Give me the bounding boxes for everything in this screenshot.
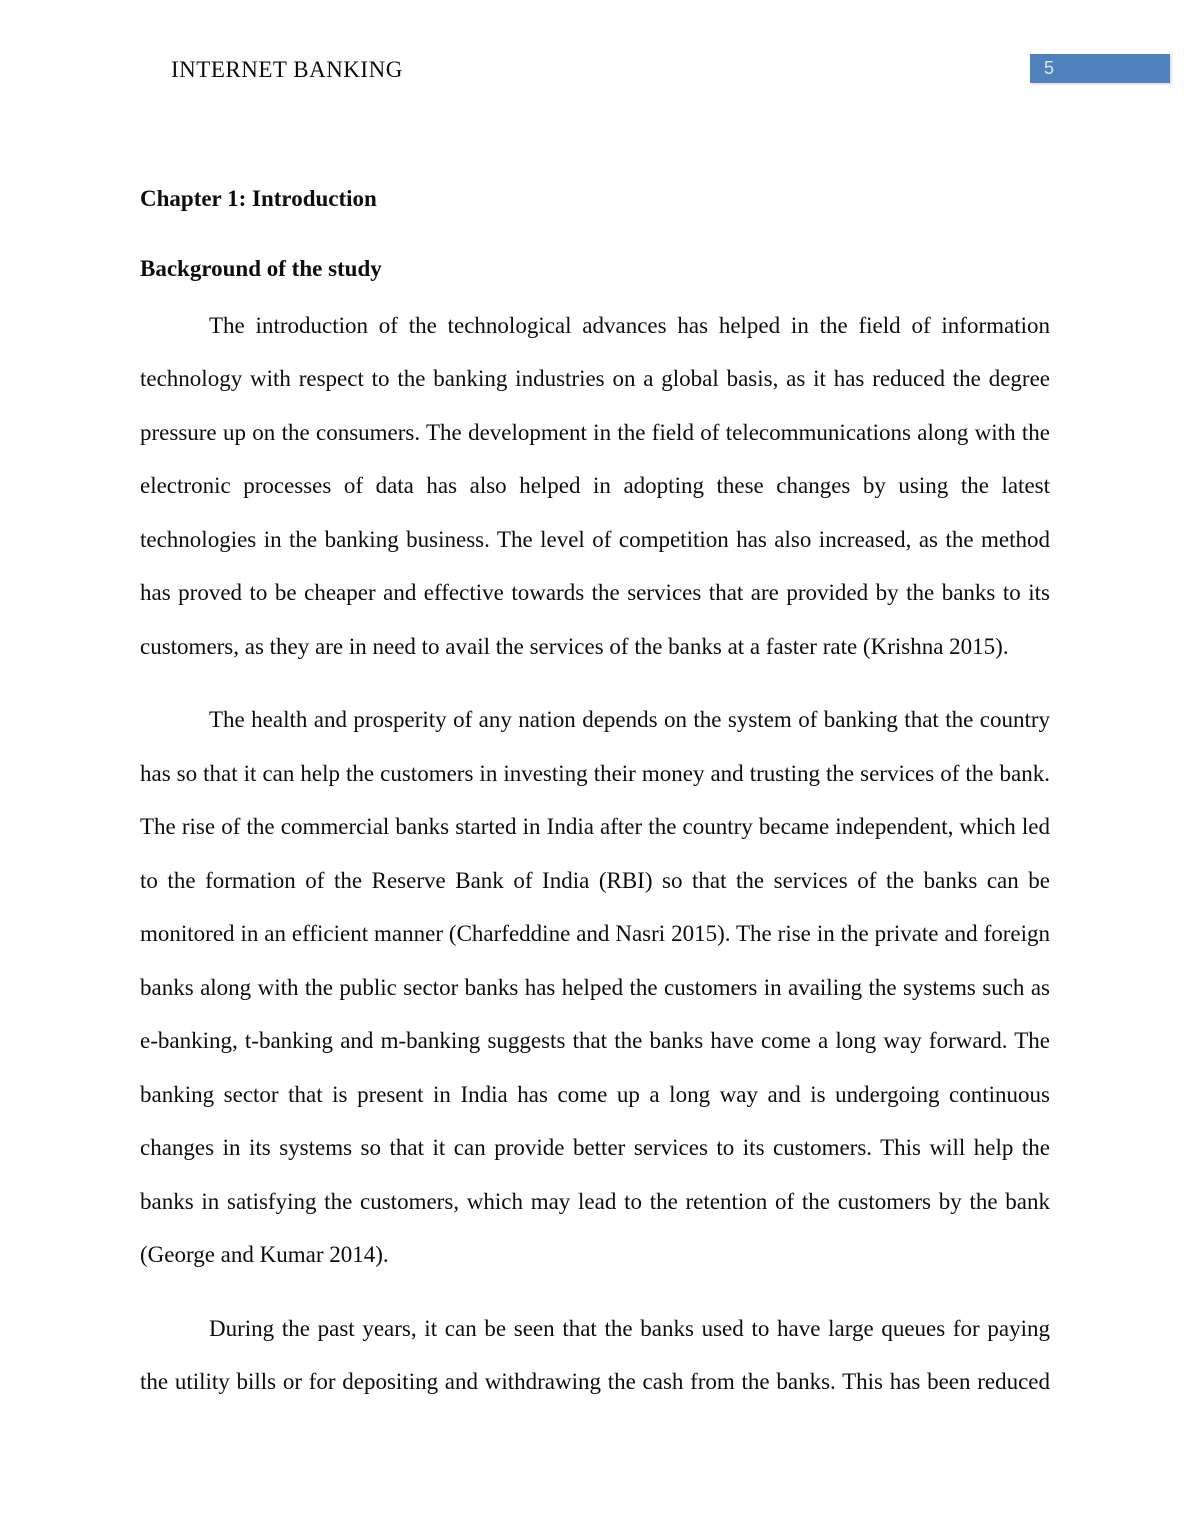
document-body xyxy=(140,186,1050,1409)
page-number: 5 xyxy=(1044,58,1055,78)
paragraph-1: The introduction of the technological advances has helped in the field of information technology with respect to the banking industries on a global basis, as it has reduced the degree pressure up on the consumers. The development in the field of telecommunications along with the electronic processes of data has also helped in adopting these changes by using the latest technologies in the banking business. The level of competition has also increased, as the method has proved to be cheaper and effective towards the services that are provided by the banks to its customers, as they are in need to avail the services of the banks at a faster rate (Krishna 2015). xyxy=(140,312,1050,659)
section-heading: Background of the study xyxy=(140,256,382,282)
paragraph-2: The health and prosperity of any nation depends on the system of banking that the country has so that it can help the customers in investing their money and trusting the services of the bank. The rise of the commercial banks started in India after the country became independent, which led to the formation of the Reserve Bank of India (RBI) so that the services of the banks can be monitored in an efficient manner (Charfeddine and Nasri 2015). The rise in the private and foreign banks along with the public sector banks has helped the customers in availing the systems such as e-banking, t-banking and m-banking suggests that the banks have come a long way forward. The banking sector that is present in India has come up a long way and is undergoing continuous changes in its systems so that it can provide better services to its customers. This will help the banks in satisfying the customers, which may lead to the retention of the customers by the bank (George and Kumar 2014). xyxy=(140,707,1050,1268)
paragraph-3: During the past years, it can be seen that the banks used to have large queues for paying the utility bills or for depositing and withdrawing the cash from the banks. This has been reduced xyxy=(140,1315,1050,1395)
page-number-box xyxy=(1030,54,1170,83)
running-head-title: INTERNET BANKING xyxy=(171,57,403,82)
chapter-heading: Chapter 1: Introduction xyxy=(140,186,377,211)
